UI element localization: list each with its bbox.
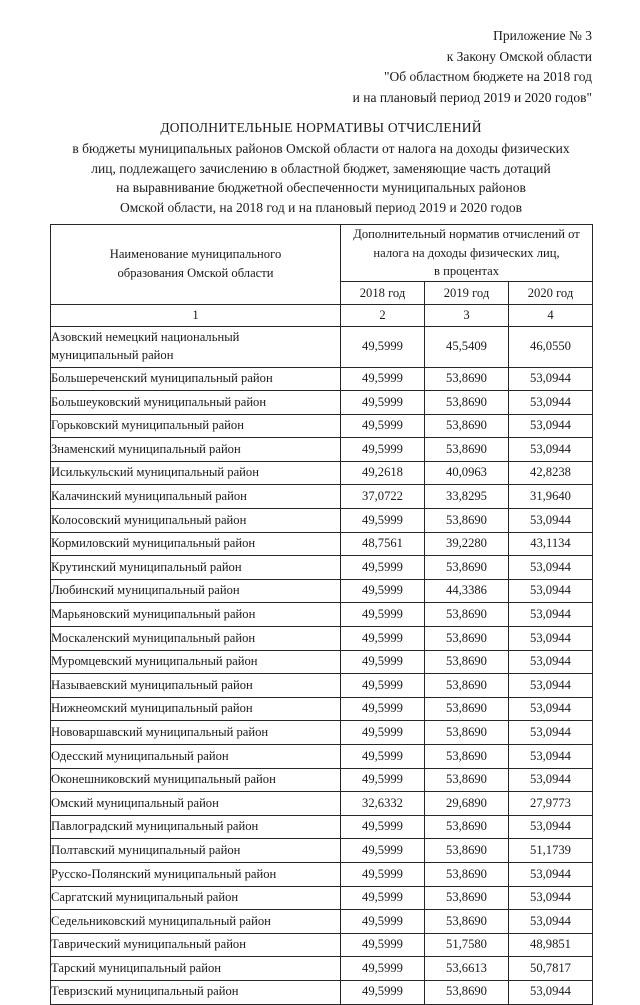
table-row [51, 326, 593, 367]
value-2019-cell: 39,2280 [425, 532, 509, 556]
municipality-name-cell: Горьковский муниципальный район [51, 414, 341, 438]
column-number-4: 4 [509, 304, 593, 326]
municipality-name-line1: Азовский немецкий национальный [51, 330, 240, 344]
value-2020-cell: 50,7817 [509, 957, 593, 981]
municipality-name-cell: Муромцевский муниципальный район [51, 650, 341, 674]
subtitle-line-2: лиц, подлежащего зачислению в областной бюджет, заменяющие часть дотаций [91, 160, 551, 176]
value-2018-cell: 49,5999 [341, 438, 425, 462]
value-2019-cell: 53,8690 [425, 862, 509, 886]
municipality-name-cell: Тевризский муниципальный район [51, 980, 341, 1004]
value-2020-cell: 53,0944 [509, 438, 593, 462]
value-2019-cell: 53,8690 [425, 768, 509, 792]
value-2020-cell: 27,9773 [509, 792, 593, 816]
municipality-name-cell: Колосовский муниципальный район [51, 509, 341, 533]
value-2020-cell: 53,0944 [509, 556, 593, 580]
value-2018-cell: 49,2618 [341, 461, 425, 485]
table-row [51, 745, 593, 769]
table-row [51, 532, 593, 556]
value-2018-cell: 49,5999 [341, 862, 425, 886]
norms-table [50, 224, 593, 1005]
value-2019-cell: 51,7580 [425, 933, 509, 957]
table-row [51, 650, 593, 674]
value-2019-cell: 53,8690 [425, 391, 509, 415]
value-2020-cell: 53,0944 [509, 579, 593, 603]
value-2018-cell: 49,5999 [341, 721, 425, 745]
value-2019-cell: 53,8690 [425, 650, 509, 674]
value-2019-cell: 53,8690 [425, 367, 509, 391]
value-2020-cell: 53,0944 [509, 391, 593, 415]
appendix-line-4: и на плановый период 2019 и 2020 годов" [352, 89, 592, 105]
value-2019-cell: 53,8690 [425, 886, 509, 910]
value-2018-cell: 49,5999 [341, 980, 425, 1004]
table-head [51, 225, 593, 327]
value-2020-cell: 53,0944 [509, 509, 593, 533]
value-2020-cell: 53,0944 [509, 745, 593, 769]
value-2020-cell: 53,0944 [509, 627, 593, 651]
table-row [51, 886, 593, 910]
value-2020-cell: 53,0944 [509, 886, 593, 910]
municipality-name-cell: Большеуковский муниципальный район [51, 391, 341, 415]
table-row [51, 792, 593, 816]
value-2019-cell: 53,6613 [425, 957, 509, 981]
value-2019-cell: 53,8690 [425, 745, 509, 769]
value-2018-cell: 49,5999 [341, 957, 425, 981]
value-2018-cell: 49,5999 [341, 745, 425, 769]
table-row [51, 414, 593, 438]
appendix-line-2: к Закону Омской области [446, 48, 592, 64]
header-municipality-line2: образования Омской области [117, 266, 274, 281]
municipality-name-cell: Любинский муниципальный район [51, 579, 341, 603]
value-2019-cell: 29,6890 [425, 792, 509, 816]
value-2019-cell: 53,8690 [425, 697, 509, 721]
value-2020-cell: 53,0944 [509, 367, 593, 391]
document-subtitle [50, 139, 592, 217]
value-2018-cell: 49,5999 [341, 509, 425, 533]
value-2018-cell: 49,5999 [341, 697, 425, 721]
column-number-1: 1 [51, 304, 341, 326]
value-2019-cell: 53,8690 [425, 438, 509, 462]
value-2020-cell: 53,0944 [509, 910, 593, 934]
value-2019-cell: 53,8690 [425, 556, 509, 580]
table-body [51, 326, 593, 1004]
table-row [51, 438, 593, 462]
value-2020-cell: 53,0944 [509, 414, 593, 438]
value-2019-cell: 53,8690 [425, 674, 509, 698]
table-row [51, 957, 593, 981]
header-norm-line1: Дополнительный норматив отчислений от [353, 227, 580, 241]
table-row [51, 815, 593, 839]
value-2018-cell: 49,5999 [341, 674, 425, 698]
value-2020-cell: 53,0944 [509, 650, 593, 674]
column-number-3: 3 [425, 304, 509, 326]
table-row [51, 862, 593, 886]
value-2018-cell: 49,5999 [341, 579, 425, 603]
value-2018-cell: 37,0722 [341, 485, 425, 509]
value-2020-cell: 53,0944 [509, 721, 593, 745]
municipality-name-cell: Саргатский муниципальный район [51, 886, 341, 910]
table-row [51, 391, 593, 415]
value-2020-cell: 53,0944 [509, 697, 593, 721]
municipality-name-cell: Оконешниковский муниципальный район [51, 768, 341, 792]
value-2020-cell: 31,9640 [509, 485, 593, 509]
table-row [51, 839, 593, 863]
municipality-name-cell: Марьяновский муниципальный район [51, 603, 341, 627]
value-2018-cell: 49,5999 [341, 933, 425, 957]
municipality-name-cell: Таврический муниципальный район [51, 933, 341, 957]
value-2018-cell: 49,5999 [341, 768, 425, 792]
header-norm-group [341, 225, 593, 282]
table-row [51, 697, 593, 721]
header-municipality-line1: Наименование муниципального [109, 247, 282, 262]
table-row [51, 485, 593, 509]
municipality-name-cell: Большереченский муниципальный район [51, 367, 341, 391]
municipality-name-cell: Знаменский муниципальный район [51, 438, 341, 462]
municipality-name-cell: Одесский муниципальный район [51, 745, 341, 769]
table-row [51, 367, 593, 391]
municipality-name-cell [51, 326, 341, 367]
subtitle-line-3: на выравнивание бюджетной обеспеченности муниципальных районов [116, 180, 526, 195]
value-2020-cell: 53,0944 [509, 674, 593, 698]
value-2018-cell: 49,5999 [341, 556, 425, 580]
table-row [51, 674, 593, 698]
header-year-2019: 2019 год [425, 281, 509, 304]
municipality-name-line2: муниципальный район [51, 347, 174, 362]
value-2018-cell: 49,5999 [341, 886, 425, 910]
value-2019-cell: 44,3386 [425, 579, 509, 603]
municipality-name-cell: Калачинский муниципальный район [51, 485, 341, 509]
value-2018-cell: 49,5999 [341, 815, 425, 839]
table-row [51, 603, 593, 627]
value-2019-cell: 53,8690 [425, 509, 509, 533]
value-2018-cell: 49,5999 [341, 650, 425, 674]
value-2020-cell: 53,0944 [509, 603, 593, 627]
value-2019-cell: 53,8690 [425, 414, 509, 438]
column-number-2: 2 [341, 304, 425, 326]
table-row [51, 933, 593, 957]
value-2019-cell: 53,8690 [425, 627, 509, 651]
value-2020-cell: 51,1739 [509, 839, 593, 863]
value-2020-cell: 53,0944 [509, 815, 593, 839]
value-2020-cell: 53,0944 [509, 862, 593, 886]
value-2018-cell: 48,7561 [341, 532, 425, 556]
municipality-name-cell: Называевский муниципальный район [51, 674, 341, 698]
value-2020-cell: 42,8238 [509, 461, 593, 485]
value-2018-cell: 49,5999 [341, 391, 425, 415]
table-row [51, 461, 593, 485]
municipality-name-cell: Крутинский муниципальный район [51, 556, 341, 580]
municipality-name-cell: Полтавский муниципальный район [51, 839, 341, 863]
municipality-name-cell: Нижнеомский муниципальный район [51, 697, 341, 721]
value-2018-cell: 49,5999 [341, 910, 425, 934]
header-year-2020: 2020 год [509, 281, 593, 304]
header-norm-line3: в процентах [433, 264, 500, 278]
subtitle-line-4: Омской области, на 2018 год и на плановый период 2019 и 2020 годов [119, 199, 523, 215]
appendix-line-3: "Об областном бюджете на 2018 год [384, 69, 592, 84]
value-2019-cell: 53,8690 [425, 721, 509, 745]
value-2019-cell: 53,8690 [425, 980, 509, 1004]
municipality-name-cell: Омский муниципальный район [51, 792, 341, 816]
subtitle-line-1: в бюджеты муниципальных районов Омской области от налога на доходы физических [72, 141, 570, 156]
municipality-name-cell: Кормиловский муниципальный район [51, 532, 341, 556]
table-row [51, 509, 593, 533]
table-row [51, 980, 593, 1004]
table-row [51, 768, 593, 792]
value-2020-cell: 43,1134 [509, 532, 593, 556]
value-2019-cell: 53,8690 [425, 910, 509, 934]
document-title-block [50, 118, 592, 217]
value-2019-cell: 33,8295 [425, 485, 509, 509]
value-2018-cell: 49,5999 [341, 603, 425, 627]
value-2018-cell: 49,5999 [341, 367, 425, 391]
header-year-2018: 2018 год [341, 281, 425, 304]
municipality-name-cell: Москаленский муниципальный район [51, 627, 341, 651]
value-2019-cell: 53,8690 [425, 839, 509, 863]
value-2020-cell: 53,0944 [509, 980, 593, 1004]
value-2020-cell: 53,0944 [509, 768, 593, 792]
table-row [51, 627, 593, 651]
table-row [51, 556, 593, 580]
table-header-row-titles [51, 225, 593, 282]
table-column-number-row [51, 304, 593, 326]
value-2019-cell: 53,8690 [425, 603, 509, 627]
municipality-name-cell: Исилькульский муниципальный район [51, 461, 341, 485]
table-row [51, 721, 593, 745]
header-municipality-name [51, 225, 341, 305]
value-2019-cell: 40,0963 [425, 461, 509, 485]
municipality-name-cell: Седельниковский муниципальный район [51, 910, 341, 934]
value-2018-cell: 49,5999 [341, 414, 425, 438]
table-row [51, 579, 593, 603]
header-norm-line2: налога на доходы физических лиц, [373, 245, 560, 260]
page-title: ДОПОЛНИТЕЛЬНЫЕ НОРМАТИВЫ ОТЧИСЛЕНИЙ [160, 120, 482, 135]
value-2018-cell: 32,6332 [341, 792, 425, 816]
value-2019-cell: 53,8690 [425, 815, 509, 839]
value-2020-cell: 48,9851 [509, 933, 593, 957]
municipality-name-cell: Тарский муниципальный район [51, 957, 341, 981]
municipality-name-cell: Павлоградский муниципальный район [51, 815, 341, 839]
appendix-line-1: Приложение № 3 [493, 28, 592, 43]
municipality-name-cell: Русско-Полянский муниципальный район [51, 862, 341, 886]
value-2020-cell: 46,0550 [509, 326, 593, 367]
appendix-reference [353, 26, 592, 108]
table-row [51, 910, 593, 934]
municipality-name-cell: Нововаршавский муниципальный район [51, 721, 341, 745]
value-2018-cell: 49,5999 [341, 627, 425, 651]
norms-table-container [50, 224, 592, 1005]
value-2018-cell: 49,5999 [341, 839, 425, 863]
value-2018-cell: 49,5999 [341, 326, 425, 367]
value-2019-cell: 45,5409 [425, 326, 509, 367]
